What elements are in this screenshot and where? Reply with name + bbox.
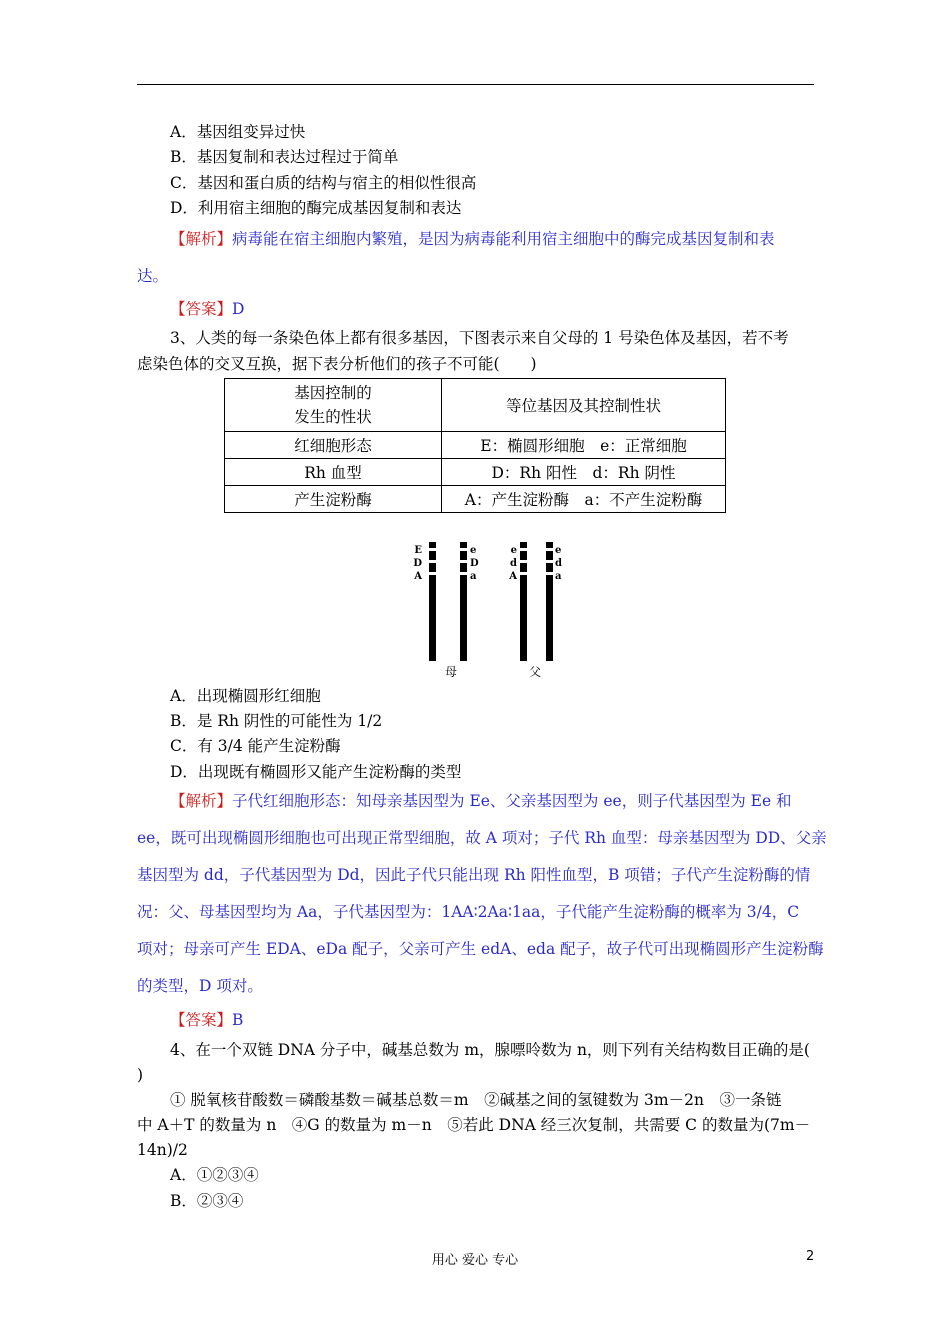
q3-analysis-text-3: 基因型为 dd，子代基因型为 Dd，因此子代只能出现 Rh 阳性血型，B 项错；子代产生淀粉酶的情 [137,866,811,884]
q2-analysis-text-2: 达。 [137,267,169,285]
mother-label: 母 [444,665,458,679]
q3-stem-1: 3、人类的每一条染色体上都有很多基因，下图表示来自父母的 1 号染色体及基因，若不考 [170,329,789,347]
q4-statements-1: ① 脱氧核苷酸数＝磷酸基数＝碱基总数＝m ②碱基之间的氢键数为 3m－2n ③一条链 [170,1091,782,1109]
gene-label: D [413,558,422,569]
q3-option-c: C．有 3/4 能产生淀粉酶 [170,737,341,755]
table-header-right: 等位基因及其控制性状 [442,379,726,432]
answer-tag: 【答案】 [170,1011,233,1029]
q2-answer [170,299,244,319]
q2-option-c: C．基因和蛋白质的结构与宿主的相似性很高 [170,174,477,192]
gene-label: e [470,545,477,556]
q2-option-a: A．基因组变异过快 [170,123,306,141]
q3-analysis-text-2: ee，既可出现椭圆形细胞也可出现正常型细胞，故 A 项对；子代 Rh 血型：母亲基因型为 DD、父亲 [137,829,827,847]
q2-analysis-text-1: 病毒能在宿主细胞内繁殖，是因为病毒能利用宿主细胞中的酶完成基因复制和表 [232,230,775,248]
gene-label: a [555,571,562,582]
chromosome-bar [546,542,553,661]
gene-label: A [414,571,422,582]
gene-label: e [555,545,562,556]
chromosome-bar [460,542,467,661]
q4-option-b: B．②③④ [170,1192,244,1210]
q3-answer [170,1010,243,1030]
q3-analysis-text-1: 子代红细胞形态：知母亲基因型为 Ee、父亲基因型为 ee，则子代基因型为 Ee 和 [232,792,792,810]
table-row: 产生淀粉酶 A：产生淀粉酶 a：不产生淀粉酶 [225,486,726,513]
q3-analysis-text-4: 况：父、母基因型均为 Aa，子代基因型为：1AA∶2Aa∶1aa，子代能产生淀粉酶的概率为 3/4，C [137,903,800,921]
q4-option-a: A．①②③④ [170,1166,259,1184]
table-row: 红细胞形态 E：椭圆形细胞 e：正常细胞 [225,432,726,459]
gene-label: d [510,558,517,569]
q2-option-d: D．利用宿主细胞的酶完成基因复制和表达 [170,199,462,217]
q3-option-a: A．出现椭圆形红细胞 [170,687,321,705]
gene-label: D [470,558,479,569]
chromosome-bar [520,542,527,661]
gene-trait-table [224,378,726,513]
q4-statements-3: 14n)/2 [137,1141,188,1159]
table-row: Rh 血型 D：Rh 阳性 d：Rh 阴性 [225,459,726,486]
gene-label: A [509,571,517,582]
q3-option-d: D．出现既有椭圆形又能产生淀粉酶的类型 [170,763,462,781]
header-rule [137,84,814,85]
q2-answer-value: D [232,300,245,318]
page-number: 2 [806,1249,815,1264]
q3-option-b: B．是 Rh 阴性的可能性为 1/2 [170,712,383,730]
q3-answer-value: B [232,1011,244,1029]
q3-analysis-text-6: 的类型，D 项对。 [137,977,263,995]
q2-analysis [170,229,775,249]
answer-tag: 【答案】 [170,300,233,318]
gene-label: d [555,558,562,569]
q4-statements-2: 中 A＋T 的数量为 n ④G 的数量为 m－n ⑤若此 DNA 经三次复制，共需要 C 的数量为(7m－ [137,1116,811,1134]
q3-stem-2: 虑染色体的交叉互换，据下表分析他们的孩子不可能( ) [137,355,537,373]
table-header-left: 基因控制的 发生的性状 [225,379,442,432]
q4-stem-1: 4、在一个双链 DNA 分子中，碱基总数为 m，腺嘌呤数为 n，则下列有关结构数目正确的是( [170,1041,810,1059]
father-label: 父 [528,665,542,679]
analysis-tag: 【解析】 [170,230,233,248]
gene-label: a [470,571,477,582]
chromosome-figure [410,536,580,682]
chromosome-bar [429,542,436,661]
q4-stem-2: ) [137,1066,144,1084]
q3-analysis-text-5: 项对；母亲可产生 EDA、eDa 配子，父亲可产生 edA、eda 配子，故子代可出现椭圆形产生淀粉酶 [137,940,824,958]
page-footer: 用心 爱心 专心 [431,1253,519,1268]
q3-analysis [170,791,792,811]
analysis-tag: 【解析】 [170,792,233,810]
gene-label: e [510,545,517,556]
q2-option-b: B．基因复制和表达过程过于简单 [170,148,399,166]
gene-label: E [414,545,422,556]
